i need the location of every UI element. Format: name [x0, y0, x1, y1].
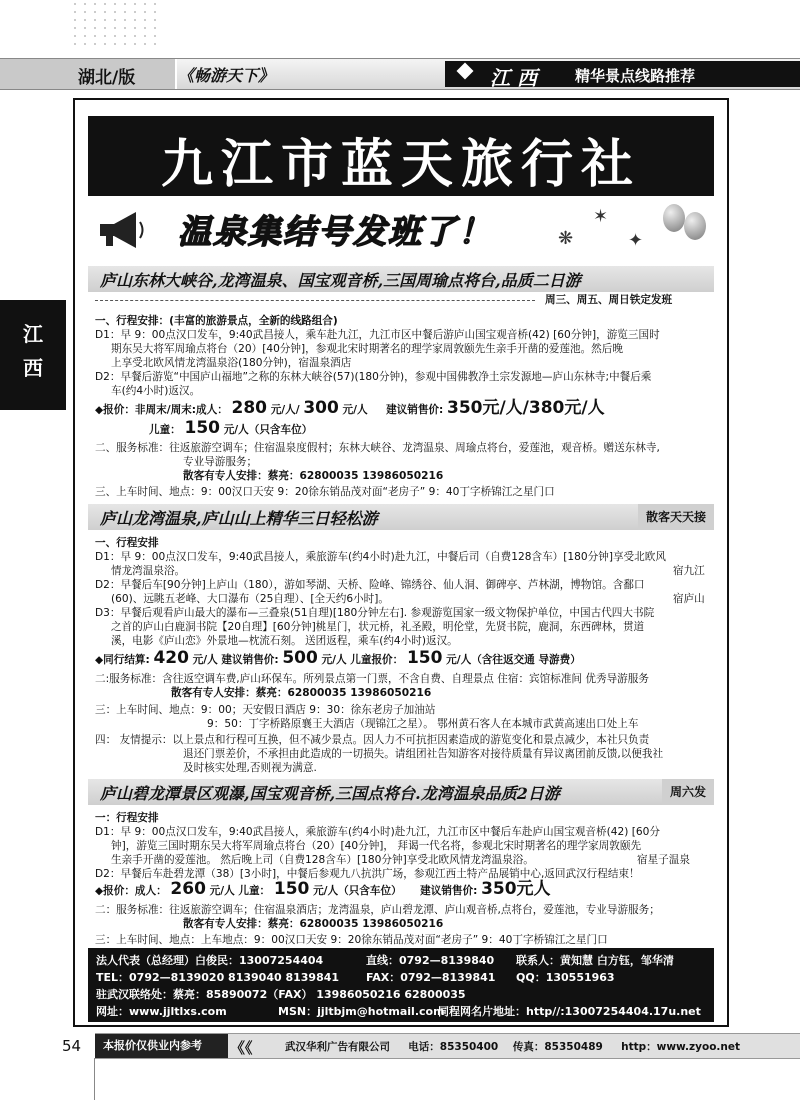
legal-rep: 法人代表（总经理）白俊民：13007254404 — [96, 954, 324, 967]
child-note: 元/人（含往返交通 导游费） — [446, 654, 581, 666]
route-2-tips: 及时核实处理,否则视为满意. — [183, 762, 317, 774]
route-3-contact: 散客有专人安排：蔡亮：62800035 13986050216 — [183, 918, 444, 930]
price-unit: 元/人 儿童： — [209, 885, 271, 897]
route-2-line: D1：早 9：00点汉口发车，9:40武昌接人，乘旅游车(约4小时)赴九江，中餐后司（自费128含车）[180分钟]享受北欧风 — [95, 551, 666, 563]
route-1-line: 期东吴大将军周瑜点将台（20）[40分钟]，参观北宋时期著名的理学家周敦颐先生亲手开凿的爱莲池。然后晚 — [111, 343, 623, 355]
route-3-line: 一：行程安排 — [95, 812, 159, 824]
route-1-title: 庐山东林大峡谷,龙湾温泉、国宝观音桥,三国周瑜点将台,品质二日游 — [100, 271, 581, 290]
price-value: 280 — [231, 398, 267, 418]
region-label: 湖北/版 — [78, 68, 136, 88]
telephone: TEL：0792—8139020 8139040 8139841 — [96, 971, 340, 984]
route-2-line: 溪，电影《庐山恋》外景地—枕流石刻。 送团返程，乘车(约4小时)返汉。 — [111, 635, 458, 647]
divider — [95, 300, 535, 301]
route-3-line: 生亲手开凿的爱莲池。 然后晚上司（自费128含车）[180分钟]享受北欧风情龙湾温泉浴。 — [111, 854, 534, 866]
route-2-title: 庐山龙湾温泉,庐山山上精华三日轻松游 — [100, 509, 378, 528]
region-box — [0, 59, 177, 89]
side-tab — [0, 300, 66, 410]
route-1-service: 二、服务标准：往返旅游空调车；住宿温泉度假村；东林大峡谷、龙湾温泉、周瑜点将台，爱莲池，观音桥。赠送东林寺, — [95, 442, 660, 454]
page-footer — [95, 1033, 800, 1059]
chevron-left-icon: 《《 — [230, 1039, 253, 1057]
qq: QQ：130551963 — [516, 971, 615, 984]
margin-line — [94, 1058, 95, 1100]
route-2-line: (60)、远眺五老峰、大口瀑布（25自理）、[全天约6小时]。 — [111, 593, 389, 605]
route-2-line: 一、行程安排 — [95, 537, 159, 549]
suggested-price: 350元人 — [481, 879, 551, 899]
side-tab-char-1: 江 — [23, 322, 43, 346]
child-note: 元/人（只含车位） — [313, 885, 402, 897]
route-2-line: D3：早餐后观看庐山最大的瀑布—三叠泉(51自理)[180分钟左右]. 参观游览国家一级文物保护单位，中国古代四大书院 — [95, 607, 655, 619]
route-2-stay: 宿庐山 — [673, 593, 705, 605]
direct-line: 直线：0792—8139840 — [366, 954, 495, 967]
price-label: ◆报价：非周末/周末:成人： — [95, 404, 228, 416]
route-2-tips: 四： 友情提示：以上景点和行程可互换，但不减少景点。因人力不可抗拒因素造成的游览变化和景点减少，本社只负责 — [95, 734, 650, 746]
suggested-price: 500 — [282, 648, 318, 668]
footer-fax: 传真：85350489 — [512, 1041, 603, 1053]
route-1-service: 专业导游服务； — [183, 456, 258, 468]
route-3-price-row — [95, 879, 551, 899]
suggested-price: 350元/人/380元/人 — [446, 398, 605, 418]
footer-web: http：www.zyoo.net — [621, 1041, 741, 1053]
footer-note: 本报价仅供业内参考 — [95, 1034, 228, 1058]
province-banner — [445, 61, 800, 90]
child-label: 儿童： — [149, 424, 181, 436]
sparkle-icon: ✦ — [628, 230, 644, 251]
magazine-title: 《畅游天下》 — [178, 66, 275, 85]
route-1-bar — [88, 266, 714, 292]
route-1-child-row — [149, 418, 313, 438]
route-1-contact: 散客有专人安排：蔡亮：62800035 13986050216 — [183, 470, 444, 482]
agency-banner — [88, 116, 714, 196]
route-3-service: 二：服务标准：往返旅游空调车；住宿温泉酒店；龙湾温泉，庐山碧龙潭、庐山观音桥,点将台，爱莲池，专业导游服务； — [95, 904, 660, 916]
route-2-tag: 散客天天接 — [638, 504, 714, 530]
footer-info — [285, 1039, 740, 1054]
route-1-line: 上享受北欧风情龙湾温泉浴(180分钟)，宿温泉酒店 — [111, 357, 352, 369]
route-3-stay: 宿星子温泉 — [637, 854, 690, 866]
suggested-label: 建议销售价: — [420, 885, 478, 897]
route-2-pickup: 9：50：丁字桥路原襄王大酒店（现锦江之星）。 鄂州黄石客人在本城市武黄高速出口处上车 — [207, 718, 639, 730]
advert-frame — [73, 98, 729, 1027]
price-value: 300 — [303, 398, 339, 418]
route-3-line: 钟]，游览三国时期东吴大将军周瑜点将台（20）[40分钟]， 拜谒一代名将，参观北宋时期著名的理学家周敦颐先 — [111, 840, 642, 852]
balloon-icon — [663, 204, 685, 232]
child-price: 150 — [184, 418, 220, 438]
fax: FAX：0792—8139841 — [366, 971, 496, 984]
route-2-tips: 退还门票差价，不承担由此造成的一切损失。请组团社告知游客对接待质量有异议离团前反馈,以便我社 — [183, 748, 664, 760]
route-3-line: D1：早 9：00点汉口发车，9:40武昌接人，乘旅游车(约4小时)赴九江，九江市区中餐后车赴庐山国宝观音桥(42) [60分 — [95, 826, 660, 838]
route-1-line: D2：早餐后游览“中国庐山福地”之称的东林大峡谷(57)(180分钟)，参观中国佛教净土宗发源地—庐山东林寺;中餐后乘 — [95, 371, 652, 383]
website: 网址：www.jjltlxs.com — [96, 1005, 227, 1018]
route-2-contact: 散客有专人安排：蔡亮：62800035 13986050216 — [171, 687, 432, 699]
contact-box — [88, 948, 714, 1022]
side-tab-char-2: 西 — [23, 356, 43, 380]
page-number: 54 — [62, 1037, 82, 1055]
province-name: 江 西 — [490, 66, 537, 90]
route-2-line: 之首的庐山白鹿洞书院【20自理】[60分钟]桃星门，状元桥，礼圣殿，明伦堂，先贤书院，鹿洞，东西碑林，贯道 — [111, 621, 645, 633]
agency-title: 九江市蓝天旅行社 — [160, 135, 641, 195]
price-label: ◆同行结算: — [95, 654, 150, 666]
child-price: 150 — [406, 648, 443, 668]
page-header — [0, 58, 800, 90]
balloon-icon — [684, 212, 706, 240]
wuhan-office: 驻武汉联络处：蔡亮：85890072（FAX） 13986050216 62800035 — [96, 988, 466, 1001]
dot-pattern — [70, 0, 160, 50]
route-1-line: 车(约4小时)返汉。 — [111, 385, 201, 397]
route-1-line: 一、行程安排：(丰富的旅游景点，全新的线路组合) — [95, 315, 338, 327]
contact-persons: 联系人：黄知慧 白方钰，邹华清 — [516, 954, 674, 967]
price-label: ◆报价：成人： — [95, 885, 167, 897]
route-2-bar — [88, 504, 714, 530]
promo-slogan: 温泉集结号发班了！ — [178, 212, 493, 251]
msn: MSN：jjltbjm@hotmail.com — [278, 1005, 445, 1018]
child-price: 150 — [273, 879, 310, 899]
header-subtitle: 精华景点线路推荐 — [575, 67, 696, 85]
route-3-tag: 周六发 — [662, 779, 714, 805]
price-sep: 元/人/ — [270, 404, 300, 416]
price-value: 420 — [153, 648, 189, 668]
route-1-schedule: 周三、周五、周日铁定发班 — [545, 294, 673, 306]
route-2-pickup: 三：上车时间、地点：9：00；天安假日酒店 9：30：徐东老房子加油站 — [95, 704, 436, 716]
price-unit: 元/人 建议销售价: — [192, 654, 279, 666]
suggested-label: 建议销售价: — [386, 404, 444, 416]
route-3-pickup: 三：上车时间、地点：上车地点：9：00汉口天安 9：20徐东销品茂对面“老房子” 9：40丁字桥锦江之星门口 — [95, 934, 608, 946]
festive-strip — [88, 200, 714, 260]
route-3-title: 庐山碧龙潭景区观瀑,国宝观音桥,三国点将台.龙湾温泉品质2日游 — [100, 784, 560, 803]
confetti-icon: ❋ — [558, 228, 574, 249]
footer-company: 武汉华利广告有限公司 — [285, 1041, 390, 1053]
route-2-price-row — [95, 648, 581, 668]
star-icon: ✶ — [593, 206, 609, 227]
route-2-stay: 宿九江 — [673, 565, 705, 577]
card-address: 同程网名片地址：http//:13007254404.17u.net — [438, 1005, 701, 1018]
price-value: 260 — [170, 879, 206, 899]
route-2-line: 情龙湾温泉浴。 — [111, 565, 186, 577]
route-1-price-row — [95, 398, 605, 418]
route-3-bar — [88, 779, 714, 805]
route-3-line: D2：早餐后车赴碧龙潭（38）[3小时]，中餐后参观九八抗洪广场，参观江西土特产品展销中心,返回武汉行程结束！ — [95, 868, 640, 880]
child-note: 元/人（只含车位） — [223, 424, 313, 436]
route-1-line: D1：早 9：00点汉口发车，9:40武昌接人，乘车赴九江，九江市区中餐后游庐山国宝观音桥(42) [60分钟]，游览三国时 — [95, 329, 660, 341]
price-unit: 元/人 — [342, 404, 368, 416]
footer-phone: 电话：85350400 — [408, 1041, 499, 1053]
route-2-line: D2：早餐后车[90分钟]上庐山（180），游如琴湖、天桥、险峰、锦绣谷、仙人洞、御碑亭、芦林湖，博物馆。含鄱口 — [95, 579, 645, 591]
megaphone-icon — [96, 210, 146, 250]
suggested-unit: 元/人 儿童报价： — [321, 654, 404, 666]
diamond-icon — [457, 63, 474, 80]
route-1-pickup: 三、上车时间、地点：9：00汉口天安 9：20徐东销品茂对面“老房子” 9：40丁字桥锦江之星门口 — [95, 486, 555, 498]
route-2-service: 二:服务标准：含往返空调车费,庐山环保车。所列景点第一门票，不含自费、自理景点 住宿：宾馆标准间 优秀导游服务 — [95, 673, 649, 685]
